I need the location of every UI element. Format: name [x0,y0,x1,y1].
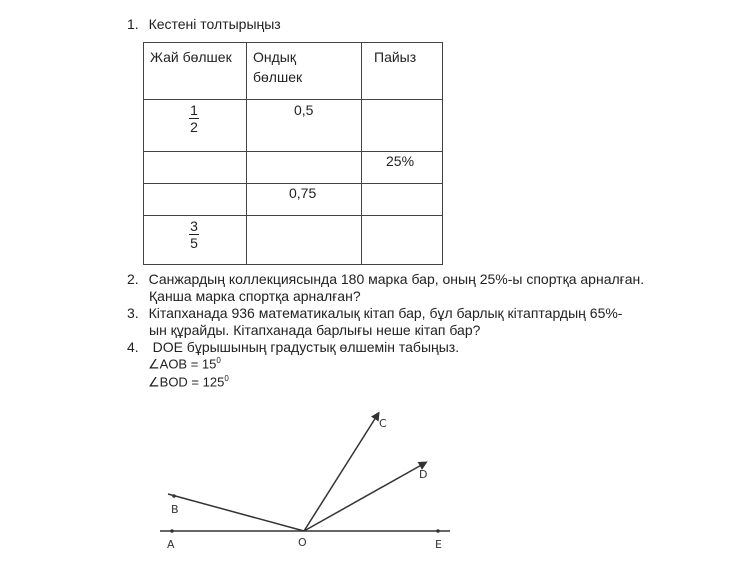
header-percent: Пайыз [362,43,443,100]
label-c: C [379,417,387,430]
label-e: E [435,538,442,551]
label-a: A [167,538,175,551]
point-b [172,494,176,498]
task-4-number: 4. [127,339,139,355]
cell-percent: 25% [362,152,443,184]
task-2-line-2: Қанша марка спортқа арналған? [149,288,361,304]
ray-ob [168,494,304,531]
task-1-text: Кестені толтырыңыз [148,16,281,32]
fraction-three-fifths: $\frac{3}{5}$ [190,218,198,251]
task-3-number: 3. [127,305,139,321]
point-a [170,529,174,533]
ray-oc [304,414,378,531]
angle-aob: ∠AOB = $15^0$ [148,356,221,372]
task-3-line-2: ын құрайды. Кітапханада барлығы неше кітап бар? [149,322,481,338]
label-b: B [171,503,179,516]
fraction-one-half: $\frac{1}{2}$ [190,102,198,135]
task-2-line-1: Санжардың коллекциясында 180 марка бар, оның 25%-ы спортқа арналған. [148,271,645,287]
header-common-fraction: Жай бөлшек [144,43,247,100]
cell-decimal: 0,75 [247,184,362,216]
angle-bod: ∠BOD = $125^0$ [148,374,229,390]
ray-od [304,463,428,531]
label-d: D [419,468,428,481]
label-o: O [298,536,307,549]
header-decimal: Ондық бөлшек [247,43,362,100]
task-2-number: 2. [127,271,139,287]
task-4-text: DOE бұрышының градустық өлшемін табыңыз. [152,339,460,355]
task-3-line-1: Кітапханада 936 математикалық кітап бар, бұл барлық кітаптардың 65%- [148,305,623,321]
cell-decimal: 0,5 [247,100,362,152]
task-1-number: 1. [127,16,139,32]
point-e [436,529,440,533]
